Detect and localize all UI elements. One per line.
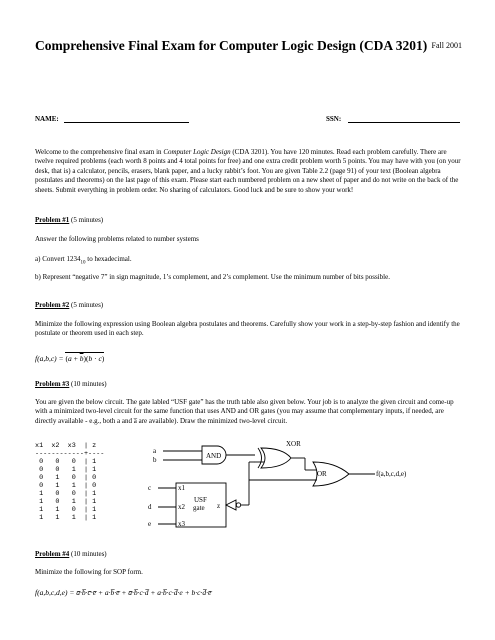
truth-table-row: 0 1 0 | 0 <box>39 474 97 482</box>
intro-text-2: (CDA 3201). You have 120 minutes. Read each problem carefully. There are twelve required problems (each worth 8 points and 4 total points for free) and one extra credit problem worth 5 points. You may have with you (on your desk, that is) a calculator, pencils, erasers, blank paper, and a lucky rabbit’s foot. You are given Table 2.2 (page 91) of your text (Boolean algebra postulates and theorems) on the last page of this exam. Please start each numbered problem on a new sheet of paper and do not write on the back of the sheets. Submit everything in problem order. No sharing of calculators. Good luck and be sure to show your work! <box>35 148 461 194</box>
ssn-label: SSN: <box>326 115 342 123</box>
usf-output-z: z <box>217 502 221 510</box>
intro-text-1: Welcome to the comprehensive final exam in <box>35 148 164 156</box>
problem3-heading: Problem #3 (10 minutes) <box>35 380 107 388</box>
problem2-heading: Problem #2 (5 minutes) <box>35 301 104 309</box>
intro-paragraph <box>35 148 465 195</box>
problem4-heading: Problem #4 (10 minutes) <box>35 550 107 558</box>
circuit-diagram <box>145 440 465 530</box>
usf-input-x1: x1 <box>178 484 185 492</box>
circuit-input-e: e <box>148 520 152 528</box>
circuit-input-c: c <box>148 484 152 492</box>
truth-table-row: 0 0 0 | 1 <box>39 458 97 466</box>
and-gate-label: AND <box>206 452 222 460</box>
circuit-input-a: a <box>153 447 157 455</box>
problem1-part-b: b) Represent “negative 7” in sign magnitude, 1’s complement, and 2’s complement. Use the minimum number of bits possible. <box>35 273 390 281</box>
usf-input-x2: x2 <box>178 503 185 511</box>
xor-gate-label: XOR <box>286 440 301 448</box>
usf-input-x3: x3 <box>178 520 185 528</box>
truth-table-row: 1 0 0 | 1 <box>39 490 97 498</box>
exam-title: Comprehensive Final Exam for Computer Logic Design (CDA 3201) <box>35 38 428 53</box>
truth-table-header: x1 x2 x3 | z <box>35 442 97 450</box>
problem1-part-a: a) Convert $1234_{10}$ to hexadecimal. <box>35 255 132 266</box>
truth-table-row: 0 1 1 | 0 <box>39 482 97 490</box>
problem3-prompt: You are given the below circuit. The gate labled “USF gate” has the truth table also given below. Your job is to analyze the given circuit and come-up with a minimized two-level circuit for the same function that uses AND and OR gates (you may assume that complementary inputs, if needed, are directly available - e.g., both a and a̅ are available). Draw the minimized two-level circuit. <box>35 398 454 425</box>
problem4-equation: f(a,b,c,d,e) = a̅·b̅·c̅·e̅ + a·b̅·e̅ + a̅·b̅·c·d̅ + a·b̅·c·d̅·e + b·c·d̅·e̅ <box>35 588 212 597</box>
usf-gate-label-1: USF <box>194 496 207 504</box>
or-gate-label: OR <box>317 470 327 478</box>
truth-table <box>35 442 104 522</box>
intro-course-name: Computer Logic Design <box>163 148 231 156</box>
problem1-heading: Problem #1 (5 minutes) <box>35 216 104 224</box>
name-field[interactable] <box>64 122 189 123</box>
problem4-prompt: Minimize the following for SOP form. <box>35 568 143 576</box>
truth-table-row: 1 1 1 | 1 <box>39 514 97 522</box>
truth-table-row: 0 0 1 | 1 <box>39 466 97 474</box>
circuit-input-d: d <box>148 503 152 511</box>
name-label: NAME: <box>35 115 59 123</box>
ssn-field[interactable] <box>348 122 460 123</box>
problem2-prompt: Minimize the following expression using Boolean algebra postulates and theorems. Carefully show your work in a step-by-step fashion and identify the postulate or theorem used in each step. <box>35 320 460 338</box>
truth-table-row: 1 1 0 | 1 <box>39 506 97 514</box>
circuit-output-label: f(a,b,c,d,e) <box>376 470 407 478</box>
xor-gate <box>261 448 291 468</box>
problem1-prompt: Answer the following problems related to number systems <box>35 235 199 243</box>
xor-gate-rear <box>258 448 262 468</box>
problem2-equation: f(a,b,c) = (a + b)(b · c) <box>35 354 105 363</box>
circuit-input-b: b <box>153 456 157 464</box>
truth-table-row: 1 0 1 | 1 <box>39 498 97 506</box>
usf-gate-label-2: gate <box>193 504 205 512</box>
semester-label: Fall 2001 <box>431 41 462 50</box>
truth-table-divider: ------------+---- <box>35 450 105 458</box>
